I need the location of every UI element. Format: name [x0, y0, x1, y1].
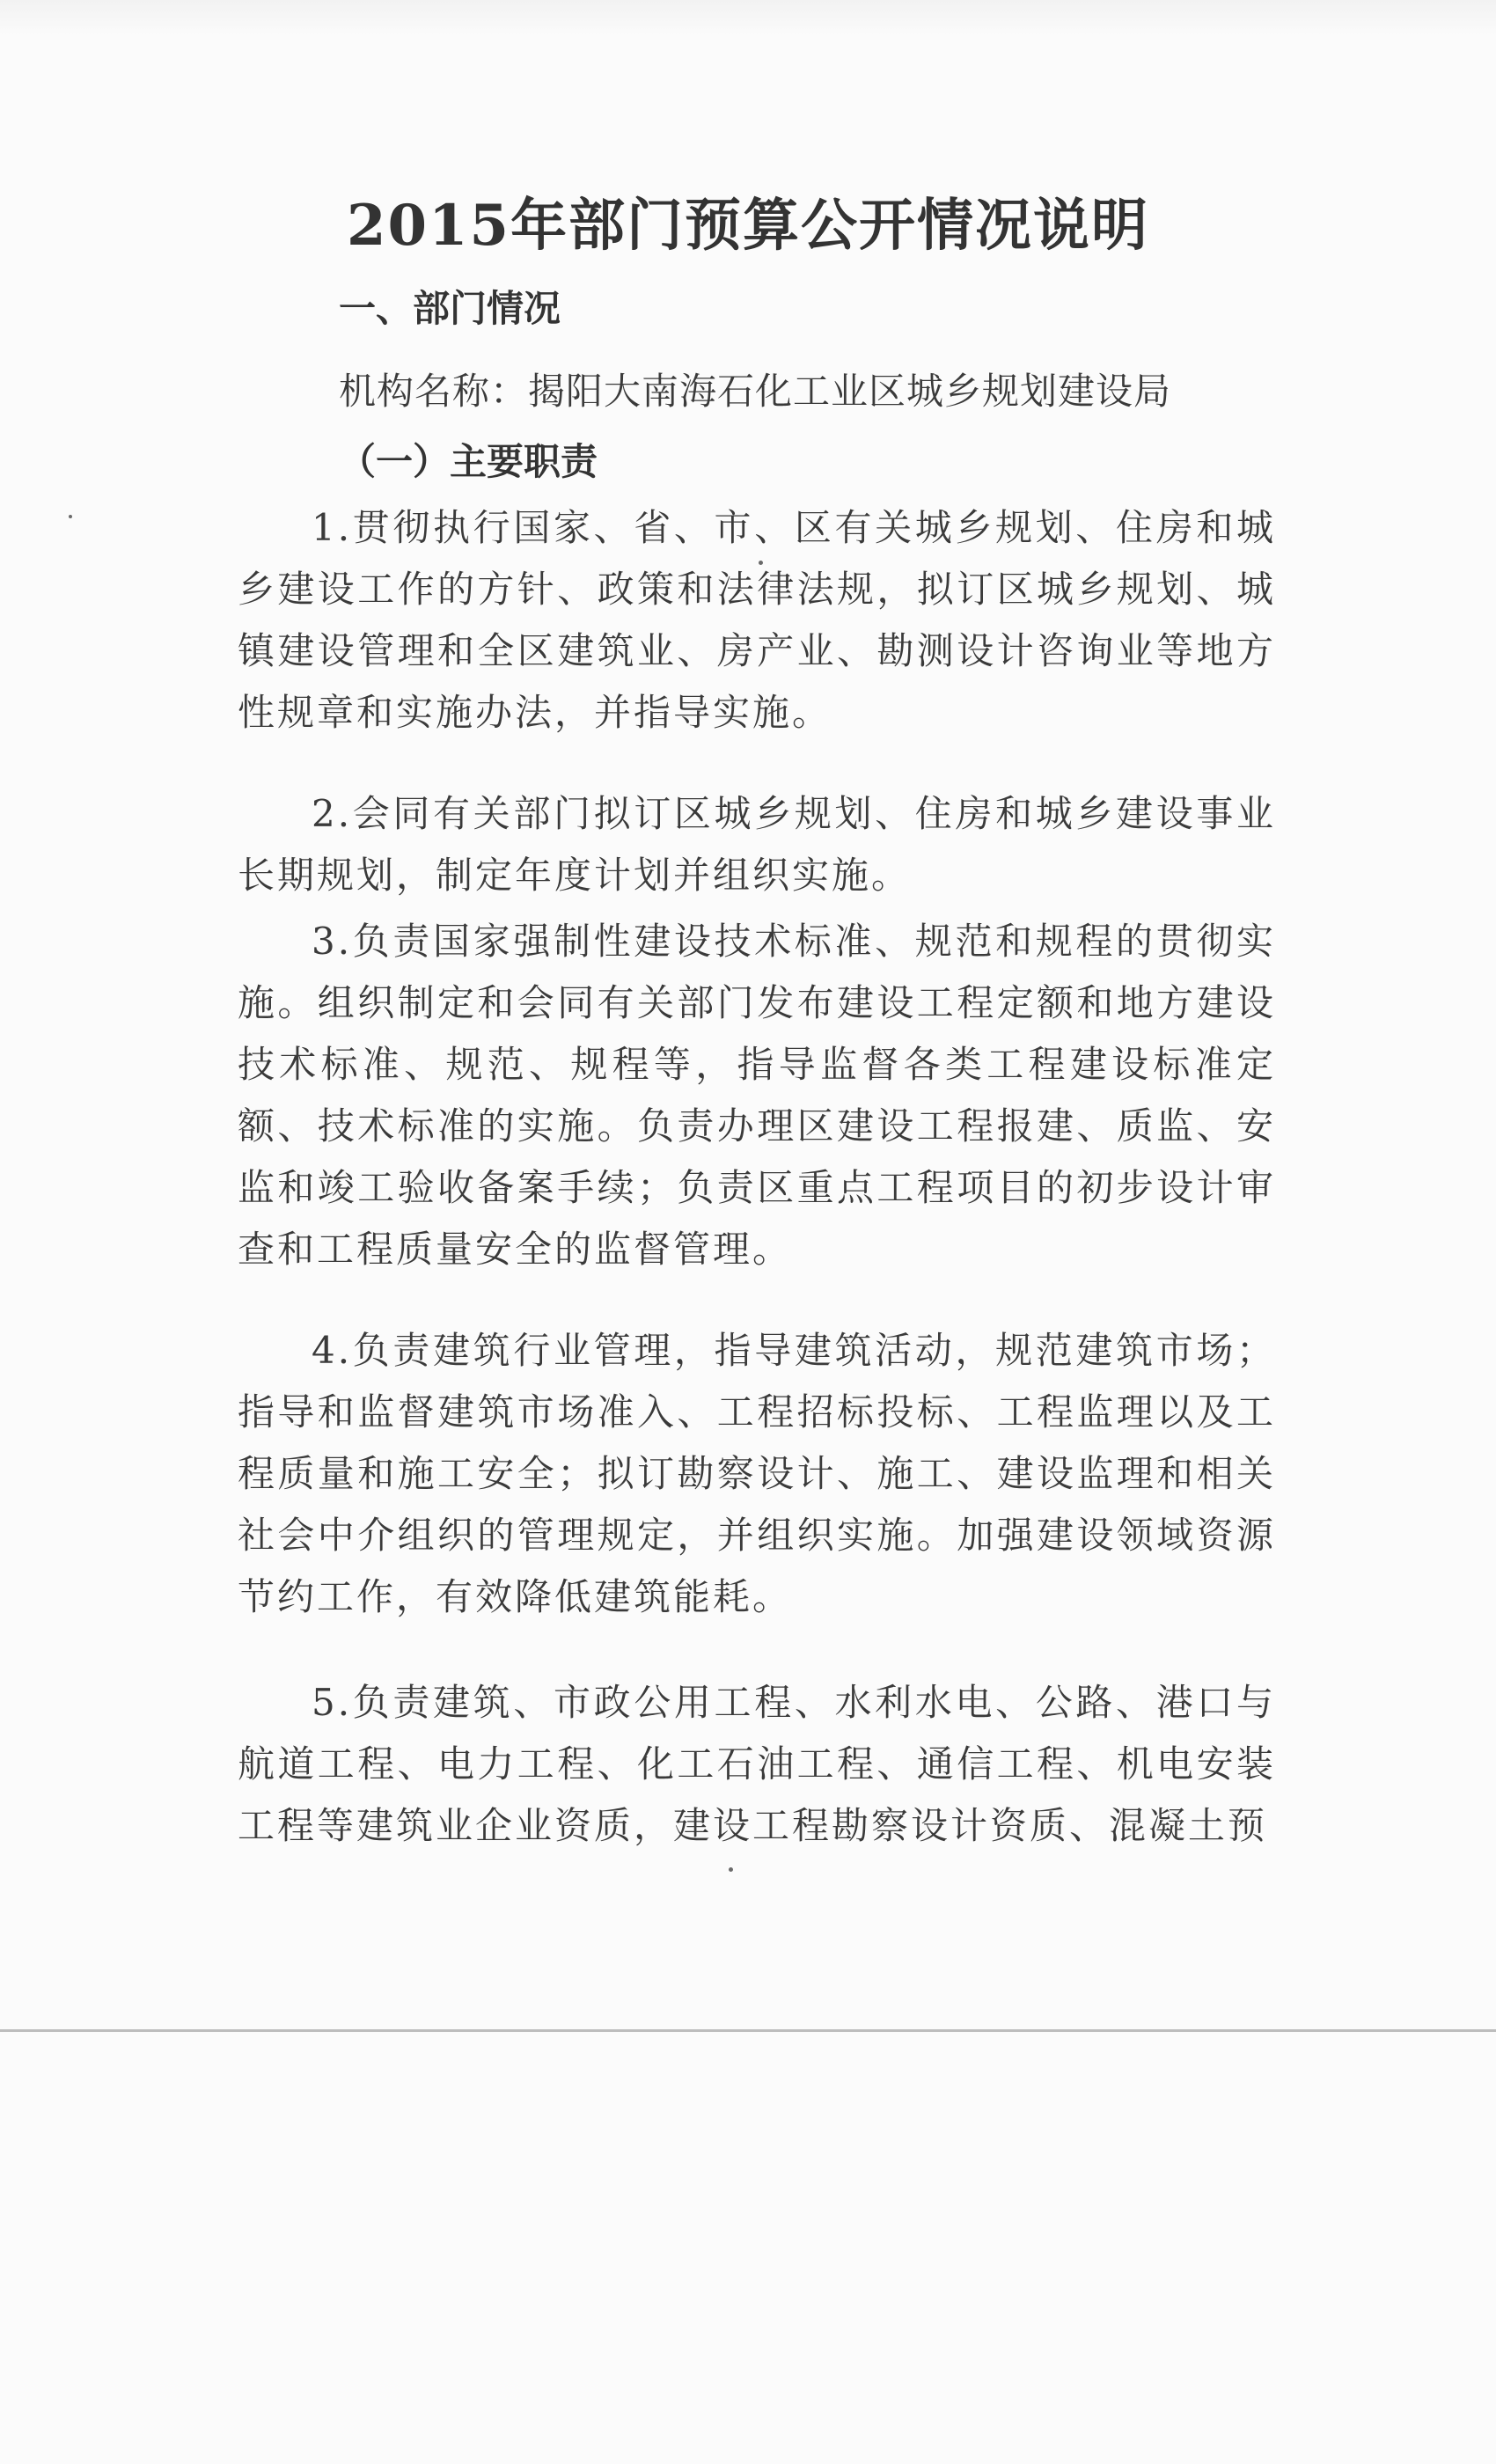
subsection-heading: （一）主要职责	[339, 440, 598, 483]
document-title: 2015年部门预算公开情况说明	[346, 193, 1150, 259]
duty-paragraph-5: 5.负责建筑、市政公用工程、水利水电、公路、港口与航道工程、电力工程、化工石油工程、通信工程、机电安装工程等建筑业企业资质，建设工程勘察设计资质、混凝土预	[238, 1681, 1276, 1847]
scan-speck	[759, 561, 763, 565]
duty-paragraph-3: 3.负责国家强制性建设技术标准、规范和规程的贯彻实施。组织制定和会同有关部门发布建设工程定额和地方建设技术标准、规范、规程等，指导监督各类工程建设标准定额、技术标准的实施。负责办理区建设工程报建、质监、安监和竣工验收备案手续；负责区重点工程项目的初步设计审查和工程质量安全的监督管理。	[238, 920, 1276, 1271]
scan-edge-line	[0, 2029, 1496, 2032]
scan-speck	[729, 1867, 733, 1872]
organization-name-line: 机构名称：揭阳大南海石化工业区城乡规划建设局	[339, 370, 1172, 413]
section-heading: 一、部门情况	[339, 287, 561, 330]
scan-top-edge	[0, 0, 1496, 35]
duty-paragraph-4: 4.负责建筑行业管理，指导建筑活动，规范建筑市场；指导和监督建筑市场准入、工程招标投标、工程监理以及工程质量和施工安全；拟订勘察设计、施工、建设监理和相关社会中介组织的管理规定，并组织实施。加强建设领域资源节约工作，有效降低建筑能耗。	[238, 1329, 1276, 1618]
duty-paragraph-2: 2.会同有关部门拟订区城乡规划、住房和城乡建设事业长期规划，制定年度计划并组织实施。	[238, 792, 1276, 897]
duty-paragraph-1: 1.贯彻执行国家、省、市、区有关城乡规划、住房和城乡建设工作的方针、政策和法律法规，拟订区城乡规划、城镇建设管理和全区建筑业、房产业、勘测设计咨询业等地方性规章和实施办法，并指导实施。	[238, 506, 1276, 734]
scan-speck	[69, 515, 72, 518]
